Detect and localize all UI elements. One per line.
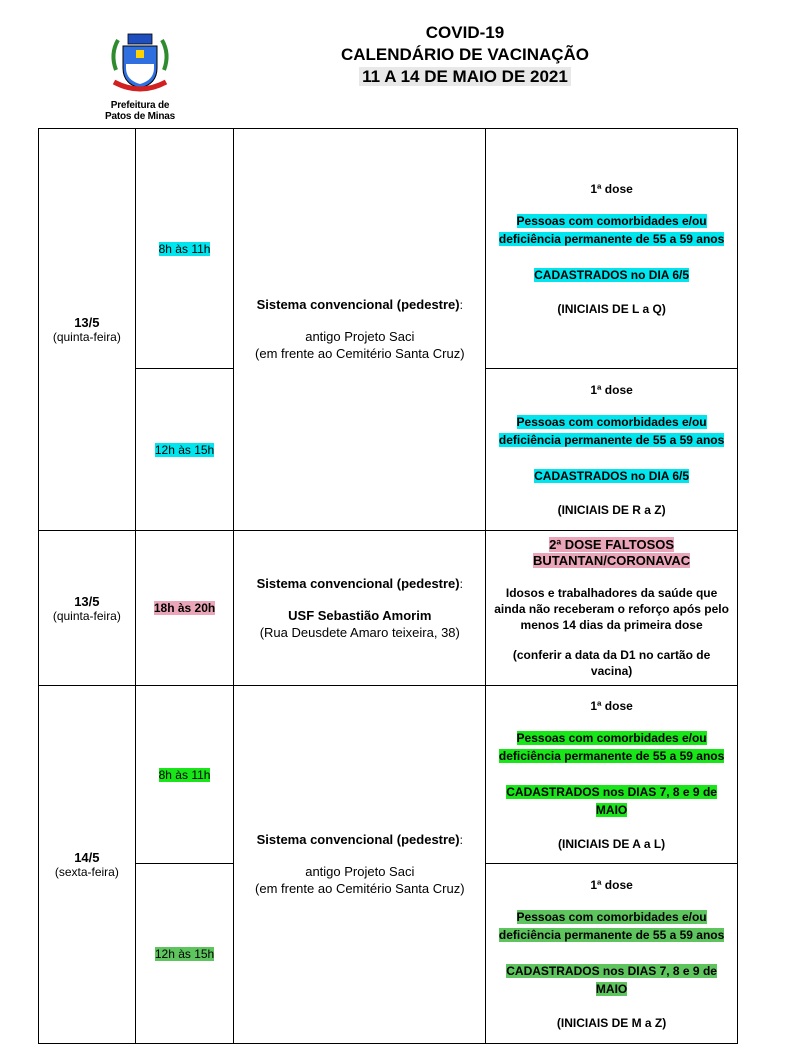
dose-label: 1ª dose — [590, 698, 633, 713]
location-colon: : — [459, 833, 463, 847]
date-cell — [39, 531, 136, 686]
time-cell — [135, 369, 234, 531]
info-cell — [486, 129, 738, 369]
logo-line1: Prefeitura de — [110, 100, 170, 111]
dose-label: 1ª dose — [590, 181, 633, 196]
target-group: Pessoas com comorbidades e/ou deficiência permanente de 55 a 59 anos — [498, 909, 725, 942]
dose-label: 1ª dose — [590, 877, 633, 892]
coat-of-arms-icon — [106, 30, 174, 98]
location-name: USF Sebastião Amorim — [288, 607, 432, 623]
weekday: (quinta-feira) — [52, 330, 121, 344]
time-slot: 8h às 11h — [158, 767, 211, 782]
location-address: (Rua Deusdete Amaro teixeira, 38) — [259, 624, 460, 640]
location-address: (em frente ao Cemitério Santa Cruz) — [255, 346, 465, 361]
location-type: Sistema convencional (pedestre) — [256, 575, 460, 591]
location-cell — [234, 531, 486, 686]
note: (conferir a data da D1 no cartão de vacina) — [512, 648, 711, 678]
registration-date: CADASTRADOS nos DIAS 7, 8 e 9 de MAIO — [506, 963, 717, 996]
target-group: Idosos e trabalhadores da saúde que ainda não receberam o reforço após pelo menos 14 dias da primeira dose — [494, 586, 729, 632]
time-cell — [135, 686, 234, 864]
location-type: Sistema convencional (pedestre) — [256, 297, 460, 312]
location-cell — [234, 129, 486, 531]
location-cell — [234, 686, 486, 1044]
target-group: Pessoas com comorbidades e/ou deficiência permanente de 55 a 59 anos — [498, 414, 725, 447]
location-colon: : — [459, 576, 463, 591]
date: 13/5 — [74, 315, 100, 330]
location-address: (em frente ao Cemitério Santa Cruz) — [255, 881, 465, 896]
registration-date: CADASTRADOS no DIA 6/5 — [534, 468, 690, 483]
date: 14/5 — [74, 850, 100, 865]
header-title: COVID-19 — [425, 23, 505, 42]
time-slot: 18h às 20h — [153, 601, 216, 615]
header-dates: 11 A 14 DE MAIO DE 2021 — [359, 67, 571, 86]
target-group: Pessoas com comorbidades e/ou deficiência permanente de 55 a 59 anos — [498, 730, 725, 763]
header-subtitle: CALENDÁRIO DE VACINAÇÃO — [340, 45, 590, 64]
info-cell — [486, 864, 738, 1044]
logo-line2: Patos de Minas — [105, 111, 175, 122]
initials-range: (INICIAIS DE M a Z) — [556, 1015, 667, 1030]
location-name: antigo Projeto Saci — [305, 864, 415, 879]
info-cell — [486, 369, 738, 531]
weekday: (sexta-feira) — [54, 865, 119, 879]
time-cell — [135, 129, 234, 369]
page-header — [310, 22, 620, 88]
time-slot: 8h às 11h — [158, 241, 211, 256]
initials-range: (INICIAIS DE R a Z) — [557, 502, 666, 517]
vaccination-schedule-table — [38, 128, 738, 1044]
time-cell — [135, 864, 234, 1044]
location-name: antigo Projeto Saci — [305, 329, 415, 344]
target-group: Pessoas com comorbidades e/ou deficiência permanente de 55 a 59 anos — [498, 213, 725, 246]
weekday: (quinta-feira) — [52, 608, 121, 623]
info-cell — [486, 531, 738, 686]
date-cell — [39, 129, 136, 531]
initials-range: (INICIAIS DE A a L) — [558, 836, 666, 851]
registration-date: CADASTRADOS no DIA 6/5 — [534, 267, 690, 282]
time-slot: 12h às 15h — [154, 946, 215, 961]
second-dose-title: 2ª DOSE FALTOSOS BUTANTAN/CORONAVAC — [533, 537, 691, 568]
location-colon: : — [459, 298, 463, 312]
dose-label: 1ª dose — [590, 382, 633, 397]
initials-range: (INICIAIS DE L a Q) — [557, 301, 666, 316]
municipal-logo — [100, 30, 180, 122]
date-cell — [39, 686, 136, 1044]
info-cell — [486, 686, 738, 864]
date: 13/5 — [74, 593, 100, 609]
time-slot: 12h às 15h — [154, 442, 215, 457]
time-cell — [135, 531, 234, 686]
registration-date: CADASTRADOS nos DIAS 7, 8 e 9 de MAIO — [506, 784, 717, 817]
location-type: Sistema convencional (pedestre) — [256, 832, 460, 847]
